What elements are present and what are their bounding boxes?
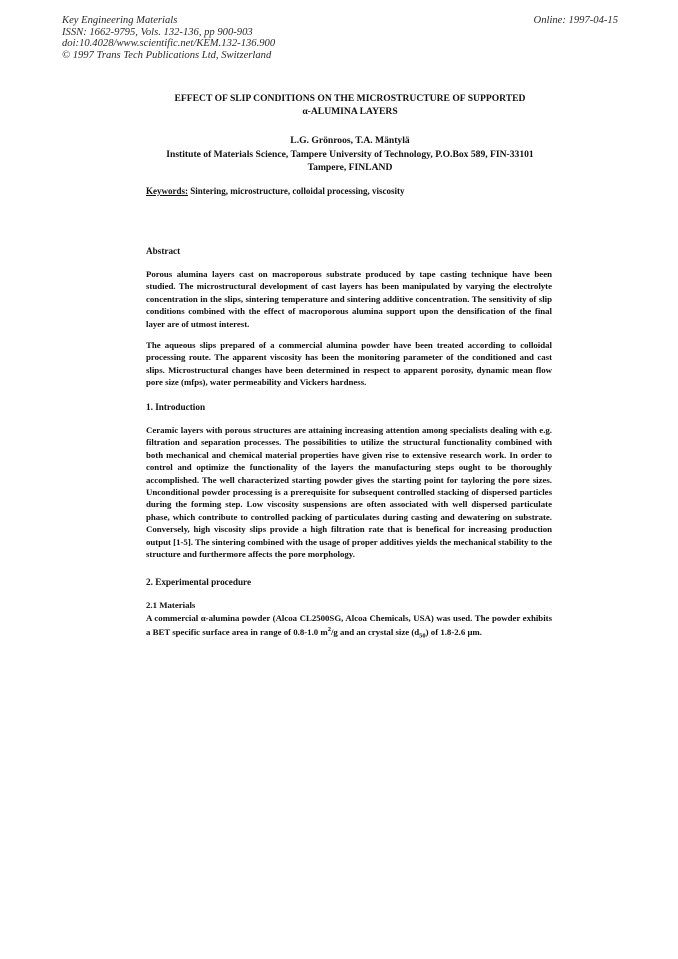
keywords-label: Keywords:	[146, 186, 188, 196]
copyright-line: © 1997 Trans Tech Publications Ltd, Switzerland	[62, 49, 272, 61]
author-city: Tampere, FINLAND	[307, 162, 393, 174]
introduction-body	[146, 424, 552, 560]
author-block	[90, 134, 610, 175]
author-names: L.G. Grönroos, T.A. Mäntylä	[290, 135, 410, 146]
materials-paragraph	[146, 612, 552, 643]
issn-line: ISSN: 1662-9795, Vols. 132-136, pp 900-903	[62, 26, 253, 38]
online-date: Online: 1997-04-15	[533, 15, 618, 26]
materials-text-a: A commercial α-alumina powder (Alcoa CL2500SG, Alcoa Chemicals, USA) was used. The powder exhibits a BET specific surface area in range of 0.8-1.0 m	[146, 613, 552, 638]
header-meta	[62, 15, 618, 61]
introduction-heading: 1. Introduction	[146, 402, 206, 412]
abstract-paragraph-1: Porous alumina layers cast on macroporous substrate produced by tape casting technique have been studied. The microstructural development of cast layers has been manipulated by varying the electrolyte concentration in the slips, sintering temperature and sintering additive concentration. The sensitivity of slip conditions combined with the effect of macroporous alumina support upon the densification of the final layer are of utmost interest.	[146, 269, 552, 329]
abstract-heading: Abstract	[146, 246, 181, 256]
materials-sup: 2	[327, 626, 331, 634]
materials-text-c: ) of 1.8-2.6 μm.	[425, 627, 482, 638]
paper-title	[90, 92, 610, 118]
abstract-paragraph-2: The aqueous slips prepared of a commercial alumina powder have been treated according to colloidal processing route. The apparent viscosity has been the monitoring parameter of the conditioned and cast slips. Microstructural changes have been determined in respect to apparent porosity, dynamic mean flow pore size (mfps), water permeability and Vickers hardness.	[146, 340, 552, 388]
keywords	[146, 186, 556, 196]
materials-body	[146, 612, 552, 643]
abstract-body	[146, 268, 552, 389]
journal-name: Key Engineering Materials	[62, 15, 178, 26]
author-affiliation: Institute of Materials Science, Tampere University of Technology, P.O.Box 589, FIN-33101	[166, 148, 534, 160]
materials-sub: 50	[419, 633, 426, 641]
title-line-2: α-ALUMINA LAYERS	[302, 106, 398, 117]
experimental-heading: 2. Experimental procedure	[146, 577, 252, 587]
introduction-paragraph: Ceramic layers with porous structures are attaining increasing attention among specialists dealing with e.g. filtration and separation processes. The possibilities to utilize the structural functionality combined with both mechanical and chemical material properties have given rise to extensive research work. In order to control and optimize the functionality of the layers the manufacturing steps ought to be thoroughly accomplished. The well characterized starting powder gives the starting point for tayloring the pore sizes. Unconditional powder processing is a prerequisite for subsequent controlled stacking of dispersed particles during the forming step. Low viscosity suspensions are often associated with well dispersed particulate phase, which contribute to controlled packing of particulates during casting and dewatering on substrate. Conversely, high viscosity slips provide a high filtration rate that is benefical for increasing production output [1-5]. The sintering combined with the usage of proper additives yields the mechanical stability to the structure and furthermore affects the pore morphology.	[146, 425, 552, 560]
title-line-1: EFFECT OF SLIP CONDITIONS ON THE MICROSTRUCTURE OF SUPPORTED	[174, 93, 526, 104]
keywords-text: Sintering, microstructure, colloidal processing, viscosity	[188, 186, 405, 196]
doi-line: doi:10.4028/www.scientific.net/KEM.132-136.900	[62, 38, 276, 50]
materials-subheading: 2.1 Materials	[146, 600, 196, 610]
materials-text-b: /g and an crystal size (d	[330, 627, 420, 638]
